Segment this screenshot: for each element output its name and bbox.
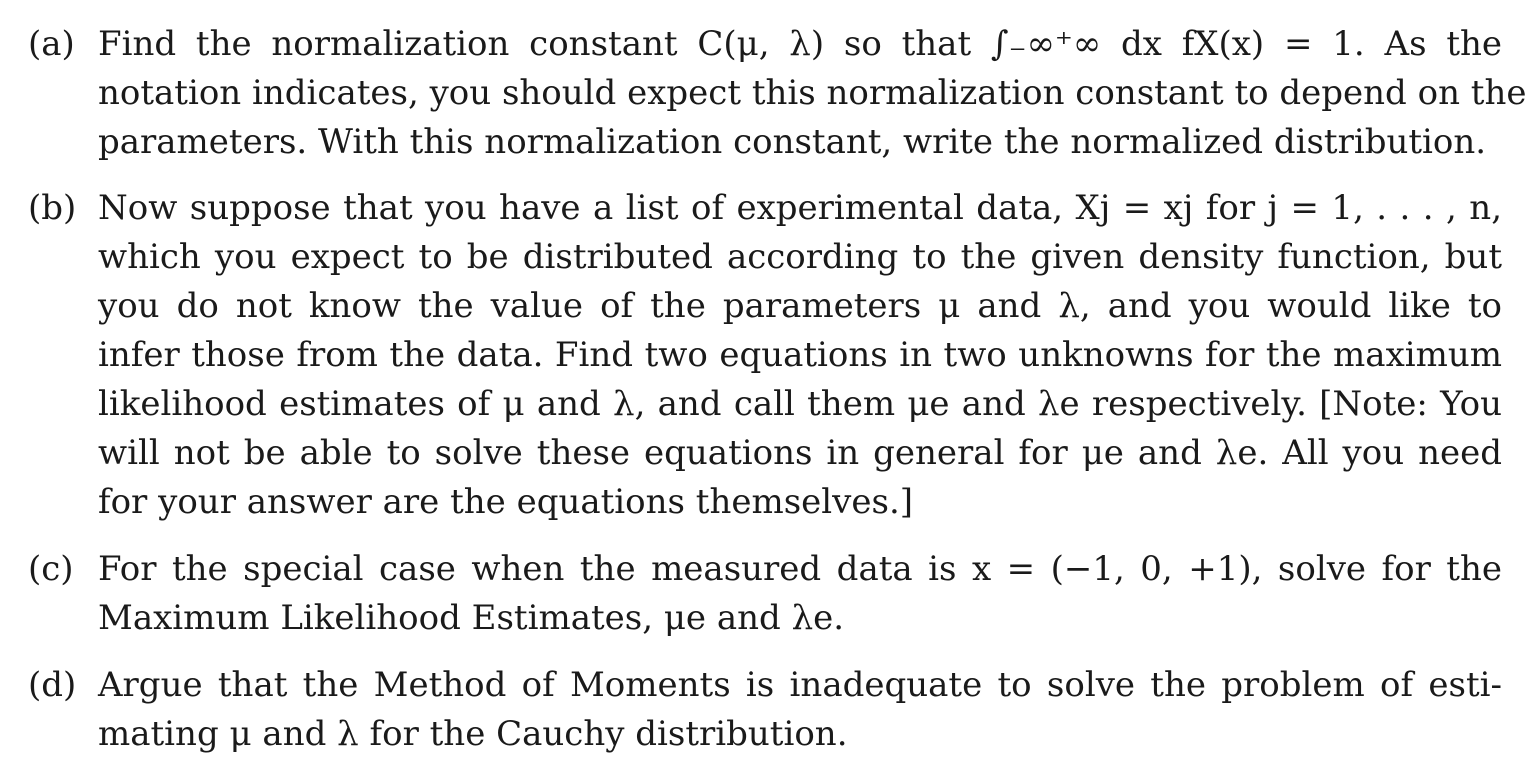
part-d-line-2: mating μ and λ for the Cauchy distribution. <box>98 714 848 754</box>
part-b-line-2: which you expect to be distributed according to the given density function, but <box>98 237 1502 277</box>
part-b-line-4: infer those from the data. Find two equations in two unknowns for the maximum <box>98 335 1502 375</box>
part-c-line-1: For the special case when the measured data is x = (−1, 0, +1), solve for the <box>98 549 1502 589</box>
part-b-line-1: Now suppose that you have a list of experimental data, Xj = xj for j = 1, . . . , n, <box>98 188 1502 228</box>
part-a-line-2: notation indicates, you should expect this normalization constant to depend on the <box>98 73 1526 113</box>
part-d-line-1: Argue that the Method of Moments is inadequate to solve the problem of esti- <box>98 665 1502 705</box>
part-a-text <box>98 20 1526 167</box>
part-c-line-2: Maximum Likelihood Estimates, μe and λe. <box>98 598 845 638</box>
part-d-label: (d) <box>28 665 77 705</box>
part-a-label: (a) <box>28 24 75 64</box>
part-b-text <box>98 184 1502 527</box>
part-b-line-7: for your answer are the equations themselves.] <box>98 482 914 522</box>
part-a-line-3: parameters. With this normalization constant, write the normalized distribution. <box>98 122 1487 162</box>
part-a-line-1: Find the normalization constant C(μ, λ) so that ∫₋∞⁺∞ dx fX(x) = 1. As the <box>98 24 1502 64</box>
part-c-label: (c) <box>28 549 74 589</box>
part-b-line-6: will not be able to solve these equations in general for μe and λe. All you need <box>98 433 1502 473</box>
part-b-line-5: likelihood estimates of μ and λ, and call them μe and λe respectively. [Note: You <box>98 384 1502 424</box>
part-b-line-3: you do not know the value of the parameters μ and λ, and you would like to <box>98 286 1502 326</box>
part-c-text <box>98 545 1502 643</box>
part-d-text <box>98 661 1502 759</box>
part-b-label: (b) <box>28 188 77 228</box>
